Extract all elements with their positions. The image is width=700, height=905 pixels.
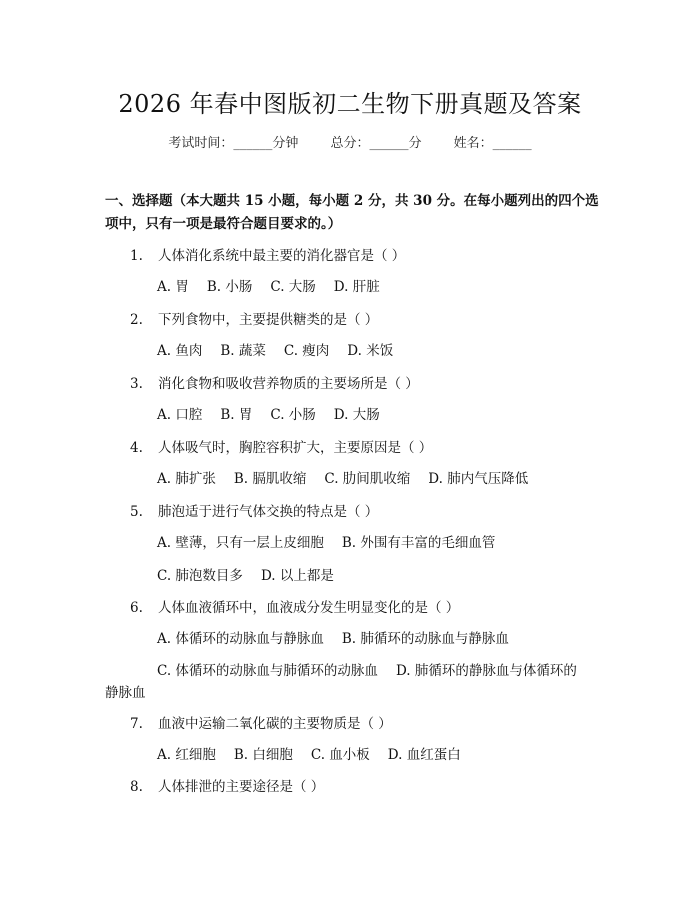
- section-heading: 一、选择题（本大题共 15 小题，每小题 2 分，共 30 分。在每小题列出的四个选项中，只有一项是最符合题目要求的。）: [105, 193, 599, 232]
- question-2-options: [157, 339, 411, 359]
- option-c: C. 大肠: [270, 279, 316, 295]
- option-b: B. 小肠: [206, 279, 253, 295]
- option-a: A. 壁薄，只有一层上皮细胞: [157, 535, 324, 551]
- question-number: 5.: [130, 504, 143, 520]
- question-7-options: [157, 743, 479, 763]
- option-c: C. 血小板: [310, 747, 370, 763]
- option-b: B. 白细胞: [233, 747, 293, 763]
- option-c: C. 肋间肌收缩: [324, 471, 411, 487]
- question-5-options-row2: [157, 564, 352, 584]
- student-name: 姓名：______: [453, 136, 532, 151]
- question-2: [130, 308, 378, 328]
- question-5: [130, 500, 378, 520]
- question-text: 下列食物中，主要提供糖类的是（ ）: [158, 312, 379, 328]
- question-4: [130, 436, 432, 456]
- option-a: A. 肺扩张: [157, 471, 216, 487]
- option-b: B. 膈肌收缩: [233, 471, 307, 487]
- question-6: [130, 596, 459, 616]
- question-3: [130, 372, 419, 392]
- question-3-options: [157, 403, 398, 423]
- question-text: 人体排泄的主要途径是（ ）: [158, 779, 325, 795]
- option-a: A. 红细胞: [157, 747, 216, 763]
- question-text: 消化食物和吸收营养物质的主要场所是（ ）: [158, 376, 419, 392]
- option-d: D. 血红蛋白: [387, 747, 461, 763]
- question-number: 3.: [130, 376, 143, 392]
- option-c: C. 体循环的动脉血与肺循环的动脉血: [157, 663, 378, 679]
- option-a: A. 鱼肉: [157, 343, 203, 359]
- option-d: D. 米饭: [347, 343, 394, 359]
- question-1: [130, 244, 405, 264]
- question-number: 7.: [130, 716, 143, 732]
- option-c: C. 小肠: [270, 407, 316, 423]
- question-number: 2.: [130, 312, 143, 328]
- option-d-continued: 静脉血: [105, 685, 146, 701]
- option-d: D. 肝脏: [333, 279, 380, 295]
- page-title: 2026 年春中图版初二生物下册真题及答案: [118, 90, 582, 118]
- question-7: [130, 712, 392, 732]
- option-d: D. 大肠: [333, 407, 380, 423]
- question-text: 人体血液循环中，血液成分发生明显变化的是（ ）: [158, 600, 460, 616]
- question-5-options: [157, 531, 513, 551]
- exam-time: 考试时间：______分钟: [168, 136, 299, 151]
- option-b: B. 外围有丰富的毛细血管: [341, 535, 496, 551]
- question-number: 8.: [130, 779, 143, 795]
- question-8: [130, 775, 324, 795]
- question-1-options: [157, 275, 398, 295]
- question-number: 4.: [130, 440, 143, 456]
- option-d: D. 以上都是: [260, 568, 334, 584]
- option-d: D. 肺循环的静脉血与体循环的: [395, 663, 577, 679]
- question-text: 肺泡适于进行气体交换的特点是（ ）: [158, 504, 379, 520]
- option-d: D. 肺内气压降低: [428, 471, 529, 487]
- option-b: B. 胃: [220, 407, 253, 423]
- option-b: B. 蔬菜: [220, 343, 266, 359]
- option-c: C. 瘦肉: [283, 343, 330, 359]
- question-text: 血液中运输二氧化碳的主要物质是（ ）: [158, 716, 392, 732]
- question-text: 人体吸气时，胸腔容积扩大，主要原因是（ ）: [158, 440, 433, 456]
- question-number: 1.: [130, 248, 143, 264]
- option-b: B. 肺循环的动脉血与静脉血: [341, 631, 509, 647]
- question-6-options-row2: [157, 659, 577, 679]
- question-number: 6.: [130, 600, 143, 616]
- option-a: A. 口腔: [157, 407, 203, 423]
- question-text: 人体消化系统中最主要的消化器官是（ ）: [158, 248, 406, 264]
- option-a: A. 胃: [157, 279, 189, 295]
- exam-info: [0, 132, 700, 151]
- option-c: C. 肺泡数目多: [157, 568, 243, 584]
- question-6-options: [157, 627, 527, 647]
- exam-score: 总分：______分: [330, 136, 422, 151]
- option-a: A. 体循环的动脉血与静脉血: [157, 631, 324, 647]
- question-4-options: [157, 467, 546, 487]
